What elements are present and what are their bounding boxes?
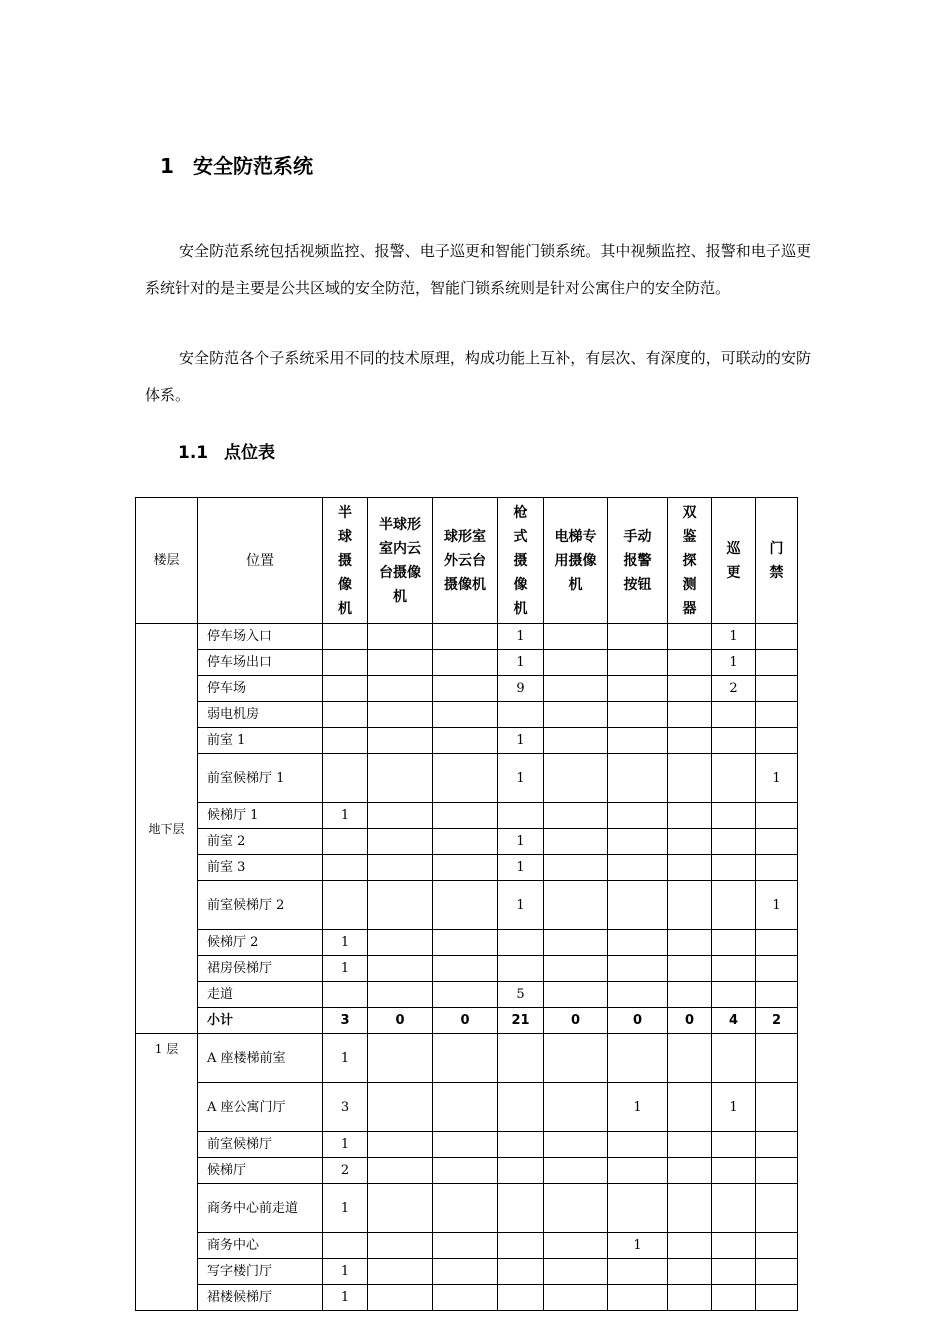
table-row (136, 1233, 798, 1259)
table-row (136, 881, 798, 930)
count-cell (323, 855, 368, 881)
location-cell: 前室候梯厅 (198, 1132, 323, 1158)
count-cell (433, 624, 498, 650)
count-cell: 1 (712, 1083, 756, 1132)
count-cell: 1 (756, 881, 798, 930)
subtotal-cell: 4 (712, 1008, 756, 1034)
count-cell (368, 1184, 433, 1233)
header-dual-detector: 双鉴探测器 (668, 498, 712, 624)
count-cell: 1 (712, 650, 756, 676)
count-cell (668, 1132, 712, 1158)
count-cell (323, 728, 368, 754)
count-cell (756, 1259, 798, 1285)
subtotal-cell: 0 (608, 1008, 668, 1034)
count-cell (323, 650, 368, 676)
count-cell (608, 1034, 668, 1083)
table-row (136, 1184, 798, 1233)
count-cell (544, 728, 608, 754)
subtotal-cell: 0 (668, 1008, 712, 1034)
count-cell (712, 1285, 756, 1311)
table-row (136, 930, 798, 956)
count-cell (368, 1132, 433, 1158)
header-bullet-camera: 枪式摄像机 (498, 498, 544, 624)
count-cell (498, 1083, 544, 1132)
subtotal-row (136, 1008, 798, 1034)
location-cell: 停车场入口 (198, 624, 323, 650)
table-row (136, 1285, 798, 1311)
count-cell (608, 803, 668, 829)
count-cell (668, 1083, 712, 1132)
count-cell (368, 982, 433, 1008)
count-cell (756, 728, 798, 754)
count-cell: 2 (323, 1158, 368, 1184)
header-elevator-camera: 电梯专用摄像机 (544, 498, 608, 624)
section-number: 1 (160, 154, 174, 178)
count-cell (368, 881, 433, 930)
count-cell (433, 1132, 498, 1158)
count-cell (433, 982, 498, 1008)
count-cell (756, 1132, 798, 1158)
count-cell: 9 (498, 676, 544, 702)
count-cell (498, 1132, 544, 1158)
count-cell (712, 930, 756, 956)
count-cell (668, 930, 712, 956)
count-cell: 5 (498, 982, 544, 1008)
count-cell (323, 881, 368, 930)
count-cell (544, 1259, 608, 1285)
count-cell (544, 1083, 608, 1132)
count-cell: 1 (498, 754, 544, 803)
header-outdoor-ptz-camera: 球形室外云台摄像机 (433, 498, 498, 624)
table-row (136, 956, 798, 982)
count-cell (368, 1259, 433, 1285)
count-cell (368, 1083, 433, 1132)
count-cell (608, 956, 668, 982)
section-title: 安全防范系统 (193, 154, 313, 178)
count-cell (712, 1158, 756, 1184)
count-cell (668, 624, 712, 650)
location-cell: 商务中心前走道 (198, 1184, 323, 1233)
count-cell (712, 1259, 756, 1285)
count-cell (368, 676, 433, 702)
header-access-control: 门禁 (756, 498, 798, 624)
count-cell (608, 1259, 668, 1285)
count-cell (608, 881, 668, 930)
count-cell (608, 1184, 668, 1233)
count-cell (712, 728, 756, 754)
count-cell (323, 676, 368, 702)
table-row (136, 702, 798, 728)
location-cell: 写字楼门厅 (198, 1259, 323, 1285)
count-cell (323, 982, 368, 1008)
location-cell: 前室候梯厅 1 (198, 754, 323, 803)
count-cell (498, 1158, 544, 1184)
count-cell (608, 650, 668, 676)
count-cell (544, 930, 608, 956)
table-row (136, 1034, 798, 1083)
count-cell (544, 1285, 608, 1311)
count-cell (368, 1034, 433, 1083)
count-cell (544, 650, 608, 676)
count-cell (368, 624, 433, 650)
count-cell (433, 1184, 498, 1233)
header-dome-camera: 半球摄像机 (323, 498, 368, 624)
table-header-row (136, 498, 798, 624)
count-cell (368, 728, 433, 754)
count-cell (712, 1034, 756, 1083)
table-row (136, 982, 798, 1008)
count-cell (668, 1034, 712, 1083)
count-cell (756, 1083, 798, 1132)
location-cell: 前室 3 (198, 855, 323, 881)
count-cell (433, 754, 498, 803)
count-cell (368, 1285, 433, 1311)
table-row (136, 754, 798, 803)
count-cell (608, 982, 668, 1008)
count-cell: 1 (498, 881, 544, 930)
count-cell (668, 803, 712, 829)
header-location: 位置 (198, 498, 323, 624)
count-cell (368, 650, 433, 676)
subsection-heading (178, 438, 275, 463)
count-cell (544, 803, 608, 829)
location-cell: 裙楼候梯厅 (198, 1285, 323, 1311)
table-row (136, 728, 798, 754)
count-cell: 1 (498, 728, 544, 754)
count-cell (668, 676, 712, 702)
table-body (136, 624, 798, 1311)
count-cell (433, 1083, 498, 1132)
count-cell (544, 1132, 608, 1158)
count-cell (756, 1285, 798, 1311)
subtotal-cell: 21 (498, 1008, 544, 1034)
count-cell (668, 1285, 712, 1311)
count-cell (712, 702, 756, 728)
count-cell (544, 1158, 608, 1184)
count-cell (756, 650, 798, 676)
count-cell (712, 1184, 756, 1233)
table-row (136, 1158, 798, 1184)
count-cell (433, 829, 498, 855)
count-cell (756, 1184, 798, 1233)
count-cell (668, 650, 712, 676)
floor-cell: 1 层 (136, 1034, 198, 1311)
count-cell (544, 676, 608, 702)
count-cell (368, 702, 433, 728)
count-cell (608, 728, 668, 754)
count-cell (668, 728, 712, 754)
location-cell: 候梯厅 2 (198, 930, 323, 956)
count-cell: 1 (323, 956, 368, 982)
count-cell (712, 754, 756, 803)
count-cell: 1 (498, 650, 544, 676)
location-cell: 前室候梯厅 2 (198, 881, 323, 930)
count-cell (433, 1285, 498, 1311)
count-cell (368, 803, 433, 829)
count-cell (433, 1233, 498, 1259)
device-point-table (135, 497, 798, 1311)
count-cell (323, 702, 368, 728)
count-cell (608, 1285, 668, 1311)
count-cell: 3 (323, 1083, 368, 1132)
count-cell (368, 829, 433, 855)
count-cell (668, 956, 712, 982)
count-cell (544, 1034, 608, 1083)
location-cell: 商务中心 (198, 1233, 323, 1259)
count-cell (608, 702, 668, 728)
count-cell (498, 702, 544, 728)
count-cell (608, 624, 668, 650)
count-cell: 1 (323, 1184, 368, 1233)
count-cell (756, 1034, 798, 1083)
count-cell (668, 881, 712, 930)
count-cell (323, 624, 368, 650)
count-cell (608, 676, 668, 702)
subtotal-cell: 0 (368, 1008, 433, 1034)
table-row (136, 855, 798, 881)
header-indoor-ptz-camera: 半球形室内云台摄像机 (368, 498, 433, 624)
count-cell (544, 829, 608, 855)
count-cell (368, 1233, 433, 1259)
count-cell (433, 930, 498, 956)
count-cell (756, 676, 798, 702)
floor-cell: 地下层 (136, 624, 198, 1034)
header-patrol: 巡更 (712, 498, 756, 624)
count-cell (498, 1285, 544, 1311)
count-cell: 1 (323, 1132, 368, 1158)
count-cell (323, 754, 368, 803)
location-cell: 走道 (198, 982, 323, 1008)
count-cell (668, 1184, 712, 1233)
count-cell (608, 855, 668, 881)
count-cell (433, 956, 498, 982)
subtotal-cell: 0 (544, 1008, 608, 1034)
count-cell: 1 (323, 1285, 368, 1311)
count-cell (498, 1034, 544, 1083)
count-cell (544, 1184, 608, 1233)
subtotal-label: 小计 (198, 1008, 323, 1034)
count-cell (712, 829, 756, 855)
count-cell: 1 (323, 930, 368, 956)
count-cell (668, 855, 712, 881)
count-cell (433, 1259, 498, 1285)
count-cell (608, 1132, 668, 1158)
count-cell (712, 982, 756, 1008)
count-cell: 1 (498, 829, 544, 855)
count-cell (433, 1034, 498, 1083)
location-cell: A 座楼梯前室 (198, 1034, 323, 1083)
count-cell: 1 (323, 803, 368, 829)
section-heading (160, 150, 313, 179)
count-cell (756, 829, 798, 855)
location-cell: 前室 2 (198, 829, 323, 855)
count-cell (668, 1233, 712, 1259)
count-cell (368, 930, 433, 956)
header-floor: 楼层 (136, 498, 198, 624)
count-cell (756, 855, 798, 881)
location-cell: 候梯厅 (198, 1158, 323, 1184)
count-cell (608, 754, 668, 803)
count-cell: 1 (323, 1034, 368, 1083)
count-cell: 1 (323, 1259, 368, 1285)
count-cell (712, 881, 756, 930)
count-cell (433, 881, 498, 930)
subtotal-cell: 3 (323, 1008, 368, 1034)
subtotal-cell: 2 (756, 1008, 798, 1034)
count-cell (668, 982, 712, 1008)
count-cell (544, 982, 608, 1008)
count-cell (756, 1158, 798, 1184)
count-cell (433, 702, 498, 728)
count-cell: 1 (498, 855, 544, 881)
count-cell (608, 930, 668, 956)
count-cell: 1 (498, 624, 544, 650)
count-cell: 1 (756, 754, 798, 803)
count-cell (498, 930, 544, 956)
count-cell (544, 702, 608, 728)
location-cell: 候梯厅 1 (198, 803, 323, 829)
table-row (136, 1132, 798, 1158)
subsection-number: 1.1 (178, 443, 209, 463)
count-cell (668, 754, 712, 803)
table-row (136, 1259, 798, 1285)
count-cell (608, 1158, 668, 1184)
intro-paragraph: 安全防范系统包括视频监控、报警、电子巡更和智能门锁系统。其中视频监控、报警和电子巡更系统针对的是主要是公共区域的安全防范，智能门锁系统则是针对公寓住户的安全防范。 (145, 242, 811, 297)
count-cell: 1 (608, 1083, 668, 1132)
count-cell (544, 1233, 608, 1259)
count-cell (433, 676, 498, 702)
count-cell (608, 829, 668, 855)
count-cell (433, 728, 498, 754)
count-cell (323, 1233, 368, 1259)
count-cell (368, 855, 433, 881)
count-cell (498, 1259, 544, 1285)
table-row (136, 829, 798, 855)
count-cell (756, 982, 798, 1008)
count-cell (544, 881, 608, 930)
count-cell (712, 1132, 756, 1158)
subtotal-cell: 0 (433, 1008, 498, 1034)
location-cell: 停车场 (198, 676, 323, 702)
header-manual-alarm-button: 手动报警按钮 (608, 498, 668, 624)
table-row (136, 650, 798, 676)
count-cell (544, 956, 608, 982)
count-cell (544, 855, 608, 881)
count-cell: 1 (608, 1233, 668, 1259)
count-cell (544, 624, 608, 650)
count-cell (668, 1158, 712, 1184)
location-cell: 前室 1 (198, 728, 323, 754)
count-cell: 1 (712, 624, 756, 650)
count-cell (668, 1259, 712, 1285)
location-cell: A 座公寓门厅 (198, 1083, 323, 1132)
subsystem-paragraph: 安全防范各个子系统采用不同的技术原理，构成功能上互补，有层次、有深度的，可联动的安防体系。 (145, 349, 811, 404)
count-cell (544, 754, 608, 803)
location-cell: 弱电机房 (198, 702, 323, 728)
table-row (136, 803, 798, 829)
table-row (136, 676, 798, 702)
count-cell (668, 702, 712, 728)
subsection-title: 点位表 (224, 443, 275, 463)
count-cell (433, 803, 498, 829)
count-cell (498, 803, 544, 829)
count-cell (433, 650, 498, 676)
count-cell (368, 754, 433, 803)
count-cell (498, 1233, 544, 1259)
count-cell (433, 1158, 498, 1184)
count-cell (756, 624, 798, 650)
location-cell: 停车场出口 (198, 650, 323, 676)
count-cell: 2 (712, 676, 756, 702)
count-cell (323, 829, 368, 855)
count-cell (498, 956, 544, 982)
count-cell (756, 930, 798, 956)
count-cell (433, 855, 498, 881)
count-cell (756, 1233, 798, 1259)
count-cell (368, 956, 433, 982)
count-cell (498, 1184, 544, 1233)
count-cell (712, 855, 756, 881)
count-cell (756, 956, 798, 982)
count-cell (712, 803, 756, 829)
table-row (136, 624, 798, 650)
count-cell (756, 702, 798, 728)
count-cell (756, 803, 798, 829)
count-cell (712, 956, 756, 982)
count-cell (668, 829, 712, 855)
location-cell: 裙房侯梯厅 (198, 956, 323, 982)
count-cell (712, 1233, 756, 1259)
table-row (136, 1083, 798, 1132)
count-cell (368, 1158, 433, 1184)
